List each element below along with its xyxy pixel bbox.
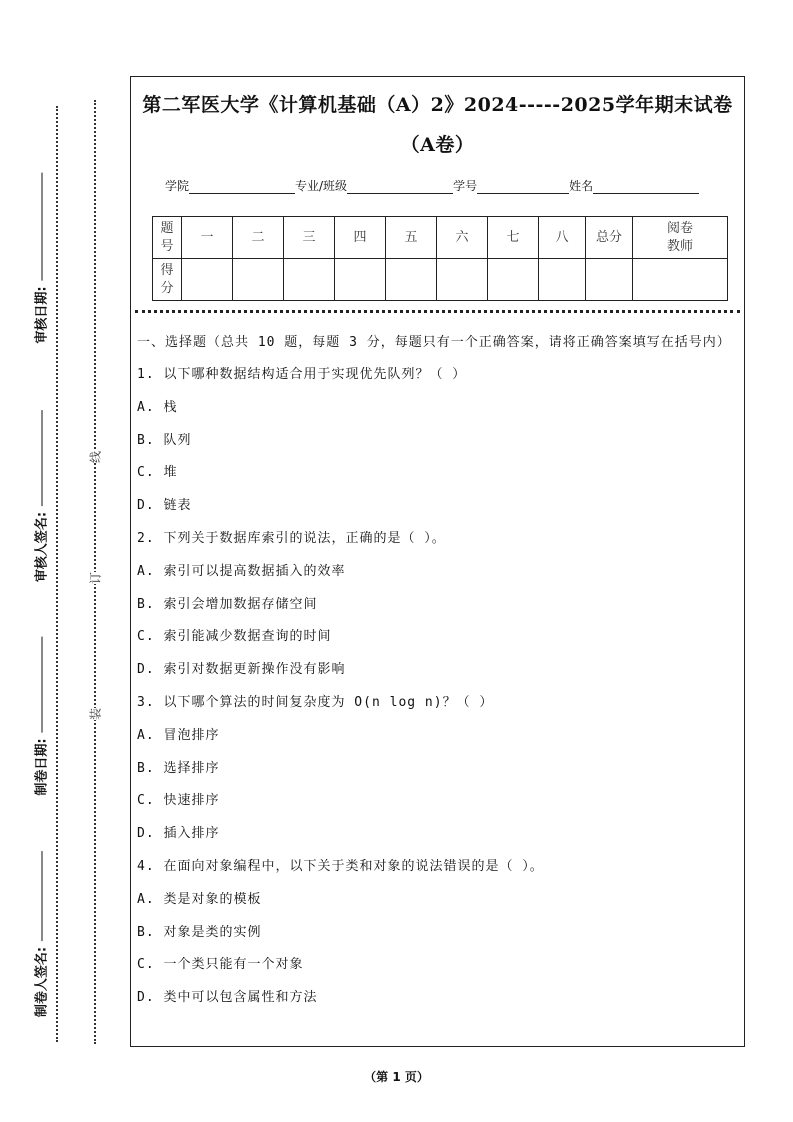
student-id-label: 学号 (453, 179, 478, 193)
section-heading: 一、选择题（总共 10 题，每题 3 分，每题只有一个正确答案，请将正确答案填写在括号内） (137, 335, 731, 350)
option: B. 索引会增加数据存储空间 (137, 596, 318, 612)
major-label: 专业/班级 (295, 179, 348, 193)
page-number: （第 1 页） (364, 1070, 429, 1084)
score-col-8: 八 (539, 217, 586, 259)
college-field[interactable] (189, 181, 295, 194)
question-1: 1. 以下哪种数据结构适合用于实现优先队列？（ ） (137, 367, 467, 382)
maker-signature-field[interactable] (31, 851, 50, 1017)
score-col-2: 二 (233, 217, 284, 259)
score-row-label: 得 分 (153, 259, 182, 301)
score-col-5: 五 (386, 217, 437, 259)
option: C. 堆 (137, 465, 178, 481)
make-date-label: 制卷日期: (34, 738, 50, 796)
maker-signature-label: 制卷人签名: (34, 946, 50, 1018)
score-cell[interactable] (488, 259, 539, 301)
score-cell[interactable] (284, 259, 335, 301)
option: C. 一个类只能有一个对象 (137, 957, 304, 973)
exam-frame (130, 76, 745, 1047)
score-cell[interactable] (539, 259, 586, 301)
score-cell[interactable] (233, 259, 284, 301)
score-table (152, 216, 728, 301)
option: A. 索引可以提高数据插入的效率 (137, 563, 346, 579)
score-header-cell: 题 号 (153, 217, 182, 259)
option: B. 队列 (137, 432, 192, 448)
option: A. 类是对象的模板 (137, 891, 262, 907)
student-info-row (165, 177, 699, 194)
option: A. 栈 (137, 399, 178, 415)
score-col-reviewer: 阅卷 教师 (633, 217, 728, 259)
score-col-7: 七 (488, 217, 539, 259)
score-cell[interactable] (335, 259, 386, 301)
score-cell[interactable] (182, 259, 233, 301)
outer-dotted-line (56, 106, 58, 1042)
question-2: 2. 下列关于数据库索引的说法，正确的是（ ）。 (137, 530, 446, 546)
option: C. 索引能减少数据查询的时间 (137, 629, 332, 645)
question-4: 4. 在面向对象编程中，以下关于类和对象的说法错误的是（ ）。 (137, 858, 544, 874)
binding-char-bind: 装 (88, 707, 103, 721)
score-cell[interactable] (586, 259, 633, 301)
option: B. 选择排序 (137, 760, 220, 776)
score-cell[interactable] (437, 259, 488, 301)
student-id-field[interactable] (477, 181, 569, 194)
reviewer-signature-label: 审核人签名: (34, 511, 50, 583)
exam-subtitle: （A卷） (400, 134, 475, 156)
binding-char-line: 线 (88, 450, 103, 464)
review-date-label: 审核日期: (34, 286, 50, 344)
review-date-field[interactable] (31, 172, 50, 343)
college-label: 学院 (165, 179, 190, 193)
name-field[interactable] (593, 181, 699, 194)
score-cell[interactable] (633, 259, 728, 301)
option: D. 索引对数据更新操作没有影响 (137, 662, 346, 678)
section-choice (137, 332, 738, 1020)
binding-char-order: 订 (88, 571, 103, 585)
score-cell[interactable] (386, 259, 437, 301)
score-col-total: 总分 (586, 217, 633, 259)
major-field[interactable] (347, 181, 453, 194)
option: C. 快速排序 (137, 793, 220, 809)
option: D. 链表 (137, 498, 192, 514)
score-col-4: 四 (335, 217, 386, 259)
option: D. 插入排序 (137, 826, 220, 842)
exam-title: 第二军医大学《计算机基础（A）2》2024-----2025学年期末试卷 (142, 94, 733, 116)
option: A. 冒泡排序 (137, 727, 220, 743)
question-3: 3. 以下哪个算法的时间复杂度为 O(n log n)？（ ） (137, 694, 494, 710)
make-date-field[interactable] (31, 636, 50, 795)
option: D. 类中可以包含属性和方法 (137, 990, 318, 1006)
dotted-separator (135, 310, 740, 313)
reviewer-signature-field[interactable] (31, 410, 50, 582)
name-label: 姓名 (569, 179, 594, 193)
score-col-6: 六 (437, 217, 488, 259)
option: B. 对象是类的实例 (137, 924, 262, 940)
score-col-3: 三 (284, 217, 335, 259)
score-col-1: 一 (182, 217, 233, 259)
